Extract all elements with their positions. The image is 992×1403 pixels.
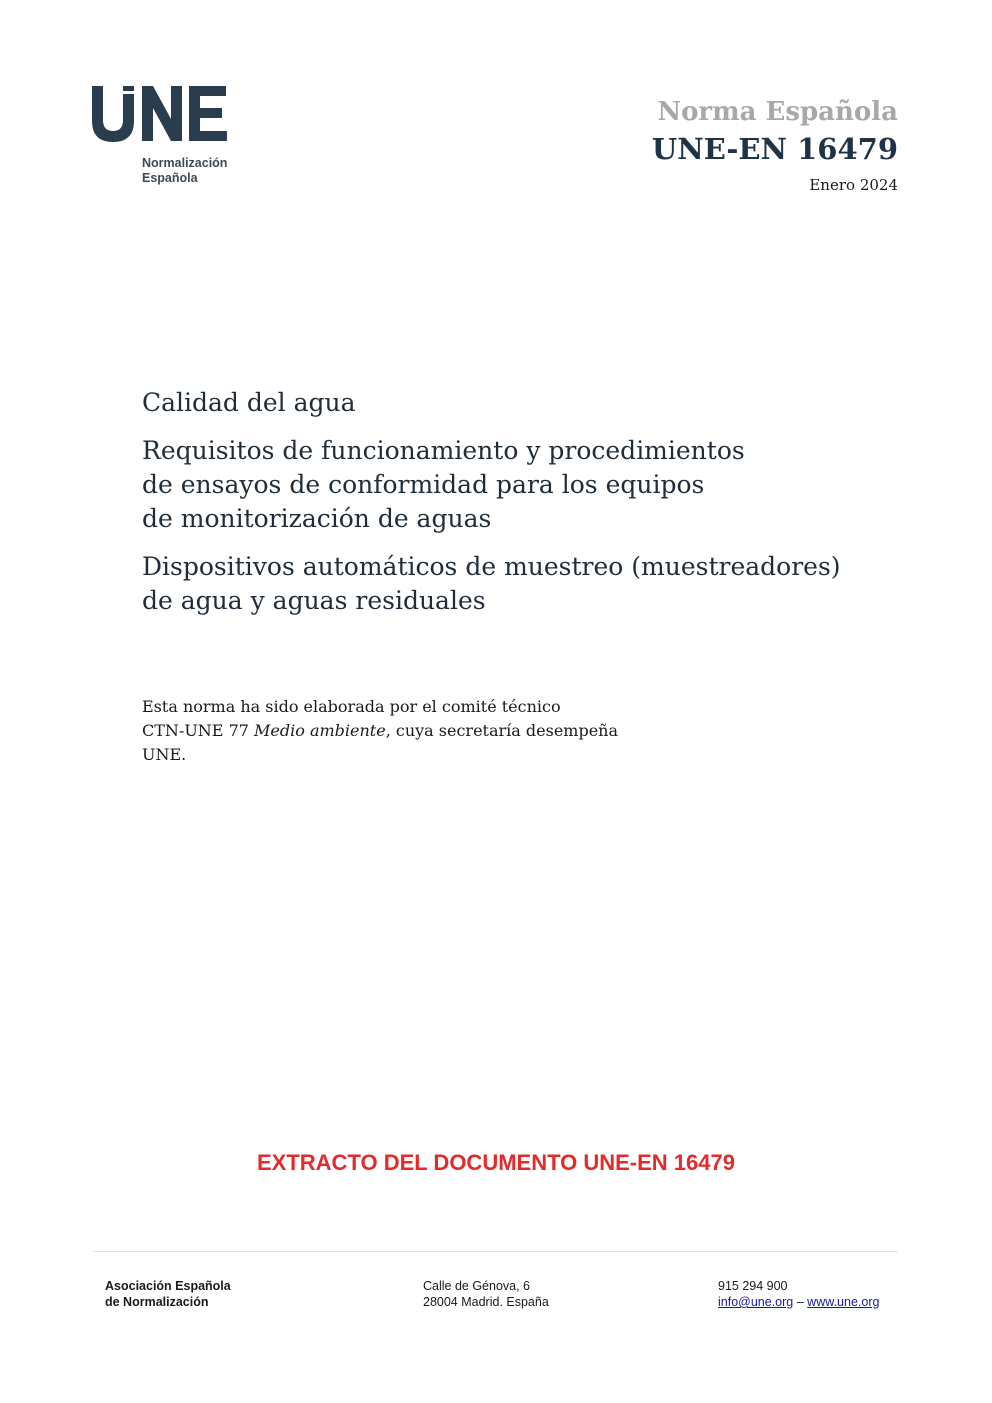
committee-name: Medio ambiente xyxy=(254,721,386,740)
email-link[interactable]: info@une.org xyxy=(718,1295,794,1309)
committee-line: UNE. xyxy=(142,745,187,764)
footer-address xyxy=(423,1278,549,1310)
footer-address-line: Calle de Génova, 6 xyxy=(423,1279,531,1293)
title-line: de monitorización de aguas xyxy=(142,504,492,533)
main-title: Calidad del agua xyxy=(142,388,356,417)
logo-subtitle-line: Normalización xyxy=(142,156,228,170)
standard-header xyxy=(652,96,898,194)
footer-organization xyxy=(105,1278,231,1310)
logo-subtitle-line: Española xyxy=(142,171,198,185)
extract-notice: EXTRACTO DEL DOCUMENTO UNE-EN 16479 xyxy=(257,1150,735,1175)
standard-titles xyxy=(142,386,902,618)
footer-contact xyxy=(718,1278,879,1310)
committee-line-suffix: , cuya secretaría desempeña xyxy=(385,721,619,740)
footer-phone: 915 294 900 xyxy=(718,1279,788,1293)
norma-label: Norma Española xyxy=(657,97,898,127)
part2-title xyxy=(142,550,902,618)
footer-divider xyxy=(93,1251,898,1252)
publication-date: Enero 2024 xyxy=(809,176,898,194)
logo-subtitle xyxy=(92,156,252,186)
title-line: de ensayos de conformidad para los equipos xyxy=(142,470,705,499)
footer-org-line: de Normalización xyxy=(105,1295,209,1309)
committee-line xyxy=(142,719,702,743)
committee-code: CTN-UNE 77 xyxy=(142,721,255,740)
committee-statement xyxy=(142,695,702,767)
footer-address-line: 28004 Madrid. España xyxy=(423,1295,549,1309)
title-line: Requisitos de funcionamiento y procedimientos xyxy=(142,436,745,465)
une-logo xyxy=(92,86,252,186)
footer-links xyxy=(718,1294,879,1310)
footer-org-line: Asociación Española xyxy=(105,1279,231,1293)
title-line: de agua y aguas residuales xyxy=(142,586,486,615)
link-separator: – xyxy=(796,1295,804,1309)
website-link[interactable]: www.une.org xyxy=(807,1295,880,1309)
standard-code: UNE-EN 16479 xyxy=(651,132,898,166)
title-line: Dispositivos automáticos de muestreo (muestreadores) xyxy=(142,552,841,581)
committee-line: Esta norma ha sido elaborada por el comité técnico xyxy=(142,697,561,716)
une-logo-mark xyxy=(92,86,228,142)
part1-title xyxy=(142,434,902,536)
